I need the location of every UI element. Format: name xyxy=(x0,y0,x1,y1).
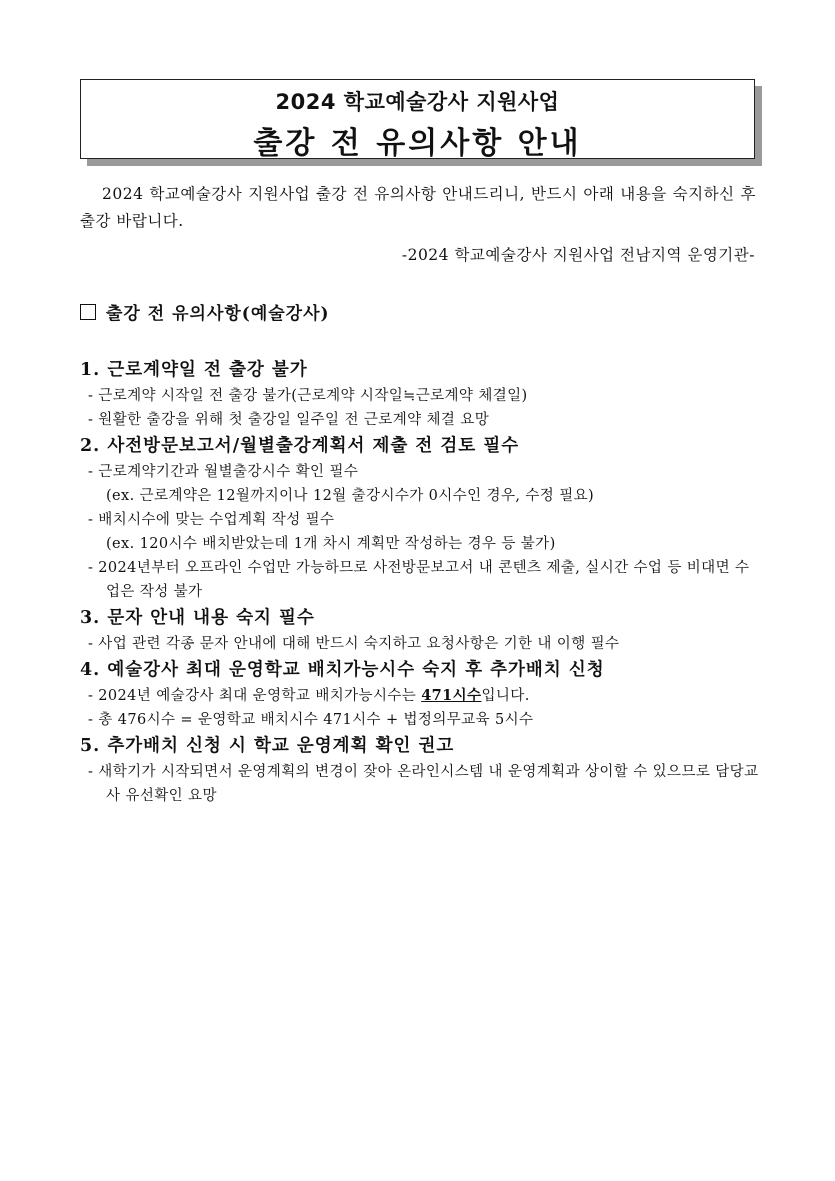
example-note: (ex. 120시수 배치받았는데 1개 차시 계획만 작성하는 경우 등 불가) xyxy=(106,536,556,552)
notice-item-3 xyxy=(80,604,760,656)
bullet-text: - 근로계약기간과 월별출강시수 확인 필수 xyxy=(88,464,359,480)
empty-checkbox-icon xyxy=(80,304,96,320)
item-title: 2. 사전방문보고서/월별출강계획서 제출 전 검토 필수 xyxy=(80,436,520,456)
bullet-text: - 2024년부터 오프라인 수업만 가능하므로 사전방문보고서 내 콘텐츠 제출, 실시간 수업 등 비대면 수업은 작성 불가 xyxy=(88,560,750,600)
bullet-text: - 배치시수에 맞는 수업계획 작성 필수 xyxy=(88,512,335,528)
signature-line: -2024 학교예술강사 지원사업 전남지역 운영기관- xyxy=(401,246,755,264)
bullet-text: - 새학기가 시작되면서 운영계획의 변경이 잦아 온라인시스템 내 운영계획과 상이할 수 있으므로 담당교사 유선확인 요망 xyxy=(88,764,759,804)
intro-paragraph: 2024 학교예술강사 지원사업 출강 전 유의사항 안내드리니, 반드시 아래 내용을 숙지하신 후 출강 바랍니다. xyxy=(80,185,756,230)
item-title: 5. 추가배치 신청 시 학교 운영계획 확인 권고 xyxy=(80,736,455,756)
bullet-text: - 총 476시수 = 운영학교 배치시수 471시수 + 법정의무교육 5시수 xyxy=(88,712,534,728)
item-title: 3. 문자 안내 내용 숙지 필수 xyxy=(80,608,315,628)
example-note: (ex. 근로계약은 12월까지이나 12월 출강시수가 0시수인 경우, 수정 필요) xyxy=(106,488,595,504)
notice-item-5 xyxy=(80,732,760,808)
section-title: 출강 전 유의사항(예술강사) xyxy=(106,304,330,324)
title-box xyxy=(80,79,755,159)
notice-list xyxy=(80,356,760,808)
section-heading xyxy=(80,299,330,324)
notice-item-1 xyxy=(80,356,760,432)
bullet-text xyxy=(80,684,760,708)
item-title: 1. 근로계약일 전 출강 불가 xyxy=(80,360,308,380)
highlighted-hours: 471시수 xyxy=(421,687,482,704)
notice-item-2 xyxy=(80,432,760,604)
bullet-text: - 근로계약 시작일 전 출강 불가(근로계약 시작일≒근로계약 체결일) xyxy=(88,388,528,404)
bullet-text-suffix: 입니다. xyxy=(481,688,530,704)
item-title: 4. 예술강사 최대 운영학교 배치가능시수 숙지 후 추가배치 신청 xyxy=(80,660,605,680)
notice-item-4 xyxy=(80,656,760,732)
document-title: 출강 전 유의사항 안내 xyxy=(253,126,582,161)
bullet-text-prefix: - 2024년 예술강사 최대 운영학교 배치가능시수는 xyxy=(88,688,422,704)
bullet-text: - 원활한 출강을 위해 첫 출강일 일주일 전 근로계약 체결 요망 xyxy=(88,412,490,428)
document-subtitle: 2024 학교예술강사 지원사업 xyxy=(275,90,560,114)
bullet-text: - 사업 관련 각종 문자 안내에 대해 반드시 숙지하고 요청사항은 기한 내 이행 필수 xyxy=(88,636,620,652)
